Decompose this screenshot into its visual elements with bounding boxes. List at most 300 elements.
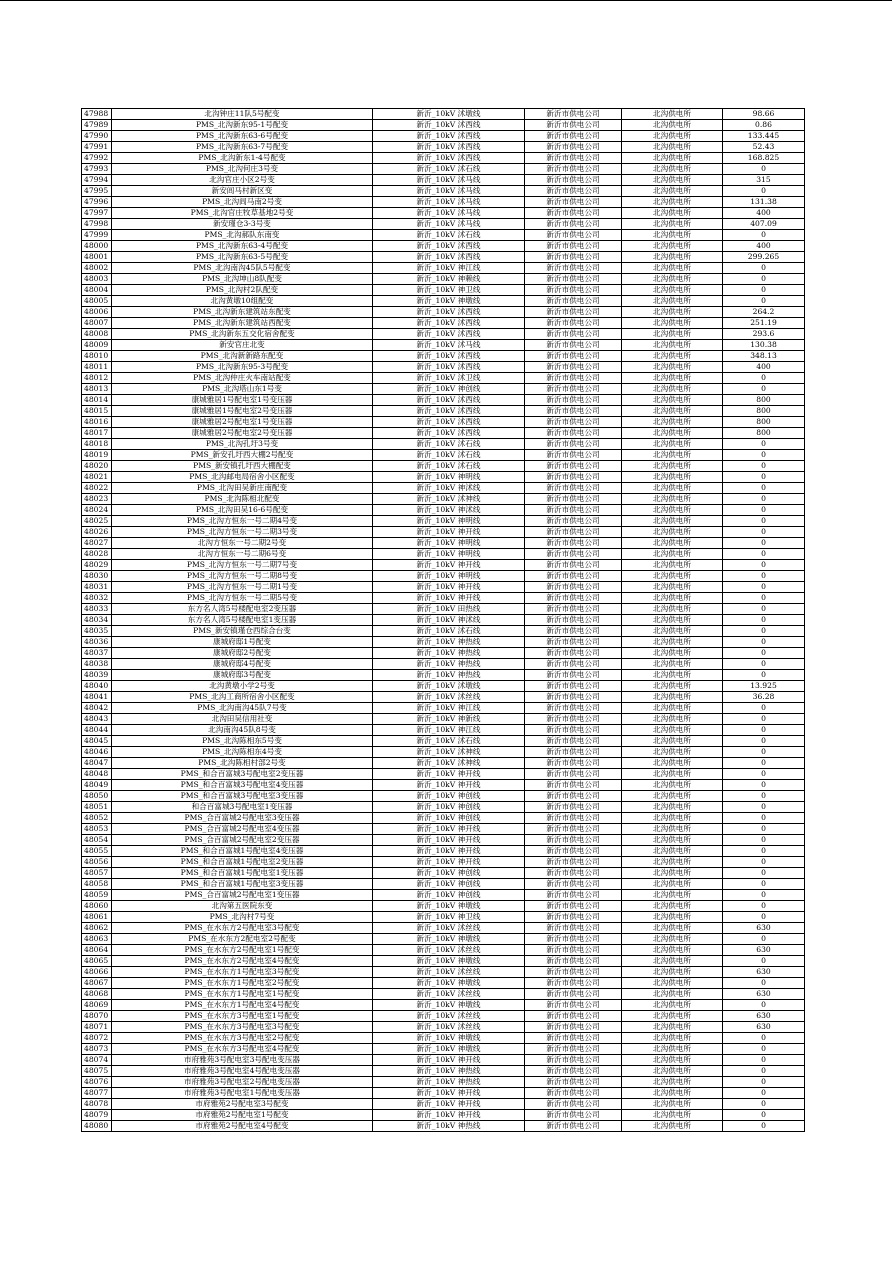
- row-number-cell: 48036: [82, 637, 112, 648]
- transformer-name-cell: 北沟方恒东一号二期2号变: [112, 538, 373, 549]
- row-number-cell: 47995: [82, 186, 112, 197]
- row-number-cell: 47997: [82, 208, 112, 219]
- transformer-name-cell: PMS_在水东方2号配电室1号配变: [112, 945, 373, 956]
- capacity-cell: 0: [723, 296, 805, 307]
- capacity-cell: 0: [723, 846, 805, 857]
- capacity-cell: 0: [723, 802, 805, 813]
- feeder-line-cell: 新沂_10kV 神开线: [373, 780, 525, 791]
- table-row: [82, 1022, 805, 1033]
- feeder-line-cell: 新沂_10kV 沭西线: [373, 307, 525, 318]
- station-cell: 北沟供电所: [622, 604, 723, 615]
- company-cell: 新沂市供电公司: [525, 516, 622, 527]
- row-number-cell: 48040: [82, 681, 112, 692]
- row-number-cell: 48061: [82, 912, 112, 923]
- company-cell: 新沂市供电公司: [525, 483, 622, 494]
- station-cell: 北沟供电所: [622, 989, 723, 1000]
- transformer-name-cell: 新安官庄北变: [112, 340, 373, 351]
- company-cell: 新沂市供电公司: [525, 208, 622, 219]
- feeder-line-cell: 新沂_10kV 神开线: [373, 769, 525, 780]
- feeder-line-cell: 新沂_10kV 神创线: [373, 813, 525, 824]
- company-cell: 新沂市供电公司: [525, 153, 622, 164]
- transformer-name-cell: PMS_合百富城2号配电室2变压器: [112, 835, 373, 846]
- table-row: [82, 956, 805, 967]
- transformer-name-cell: PMS_北沟村2队配变: [112, 285, 373, 296]
- company-cell: 新沂市供电公司: [525, 824, 622, 835]
- table-row: [82, 318, 805, 329]
- capacity-cell: 0: [723, 912, 805, 923]
- feeder-line-cell: 新沂_10kV 神开线: [373, 1088, 525, 1099]
- table-row: [82, 780, 805, 791]
- table-row: [82, 912, 805, 923]
- row-number-cell: 47991: [82, 142, 112, 153]
- row-number-cell: 48072: [82, 1033, 112, 1044]
- table-row: [82, 1011, 805, 1022]
- station-cell: 北沟供电所: [622, 307, 723, 318]
- company-cell: 新沂市供电公司: [525, 175, 622, 186]
- table-row: [82, 1077, 805, 1088]
- feeder-line-cell: 新沂_10kV 神江线: [373, 703, 525, 714]
- table-row: [82, 857, 805, 868]
- table-row: [82, 395, 805, 406]
- capacity-cell: 0: [723, 483, 805, 494]
- transformer-name-cell: PMS_北沟工商所宿舍小区配变: [112, 692, 373, 703]
- station-cell: 北沟供电所: [622, 593, 723, 604]
- transformer-name-cell: PMS_新安镇瑾仓西综合台变: [112, 626, 373, 637]
- row-number-cell: 48064: [82, 945, 112, 956]
- table-row: [82, 406, 805, 417]
- feeder-line-cell: 新沂_10kV 神墩线: [373, 1033, 525, 1044]
- row-number-cell: 48046: [82, 747, 112, 758]
- transformer-name-cell: 新安闾马村新区变: [112, 186, 373, 197]
- row-number-cell: 48011: [82, 362, 112, 373]
- table-row: [82, 230, 805, 241]
- row-number-cell: 48039: [82, 670, 112, 681]
- station-cell: 北沟供电所: [622, 373, 723, 384]
- transformer-name-cell: PMS_北沟南沟45队7号变: [112, 703, 373, 714]
- transformer-name-cell: PMS_北沟新东1-4号配变: [112, 153, 373, 164]
- row-number-cell: 48008: [82, 329, 112, 340]
- company-cell: 新沂市供电公司: [525, 472, 622, 483]
- transformer-name-cell: PMS_在水东方1号配电室2号配变: [112, 978, 373, 989]
- company-cell: 新沂市供电公司: [525, 780, 622, 791]
- station-cell: 北沟供电所: [622, 670, 723, 681]
- feeder-line-cell: 新沂_10kV 神开线: [373, 1055, 525, 1066]
- table-row: [82, 549, 805, 560]
- capacity-cell: 400: [723, 362, 805, 373]
- station-cell: 北沟供电所: [622, 868, 723, 879]
- feeder-line-cell: 新沂_10kV 沭卫线: [373, 373, 525, 384]
- row-number-cell: 48032: [82, 593, 112, 604]
- feeder-line-cell: 新沂_10kV 神赖线: [373, 274, 525, 285]
- table-row: [82, 351, 805, 362]
- station-cell: 北沟供电所: [622, 912, 723, 923]
- company-cell: 新沂市供电公司: [525, 670, 622, 681]
- station-cell: 北沟供电所: [622, 109, 723, 120]
- transformer-name-cell: 康城雅居1号配电室2号变压器: [112, 406, 373, 417]
- transformer-name-cell: 北沟第五医院东变: [112, 901, 373, 912]
- capacity-cell: 168.825: [723, 153, 805, 164]
- transformer-table: [81, 108, 805, 1132]
- capacity-cell: 133.445: [723, 131, 805, 142]
- table-row: [82, 362, 805, 373]
- station-cell: 北沟供电所: [622, 967, 723, 978]
- table-row: [82, 186, 805, 197]
- transformer-name-cell: 北沟黄墩10组配变: [112, 296, 373, 307]
- transformer-name-cell: PMS_北沟南沟45队5号配变: [112, 263, 373, 274]
- feeder-line-cell: 新沂_10kV 田热线: [373, 604, 525, 615]
- feeder-line-cell: 新沂_10kV 沭西线: [373, 417, 525, 428]
- table-row: [82, 285, 805, 296]
- table-row: [82, 593, 805, 604]
- row-number-cell: 48022: [82, 483, 112, 494]
- row-number-cell: 48052: [82, 813, 112, 824]
- station-cell: 北沟供电所: [622, 175, 723, 186]
- capacity-cell: 0: [723, 747, 805, 758]
- row-number-cell: 48065: [82, 956, 112, 967]
- company-cell: 新沂市供电公司: [525, 1022, 622, 1033]
- table-row: [82, 681, 805, 692]
- transformer-name-cell: PMS_和合百富城3号配电室2变压器: [112, 769, 373, 780]
- row-number-cell: 48042: [82, 703, 112, 714]
- row-number-cell: 48024: [82, 505, 112, 516]
- table-row: [82, 945, 805, 956]
- transformer-name-cell: PMS_在水东方1号配电室3号配变: [112, 967, 373, 978]
- station-cell: 北沟供电所: [622, 747, 723, 758]
- station-cell: 北沟供电所: [622, 1077, 723, 1088]
- table-row: [82, 373, 805, 384]
- station-cell: 北沟供电所: [622, 483, 723, 494]
- station-cell: 北沟供电所: [622, 1022, 723, 1033]
- table-row: [82, 131, 805, 142]
- station-cell: 北沟供电所: [622, 538, 723, 549]
- transformer-name-cell: PMS_新安镇孔圩西大棚配变: [112, 461, 373, 472]
- transformer-name-cell: 康城府邸4号配变: [112, 659, 373, 670]
- table-row: [82, 714, 805, 725]
- transformer-name-cell: PMS_合百富城2号配电室3变压器: [112, 813, 373, 824]
- feeder-line-cell: 新沂_10kV 神热线: [373, 648, 525, 659]
- capacity-cell: 264.2: [723, 307, 805, 318]
- transformer-name-cell: 北沟钟庄11队5号配变: [112, 109, 373, 120]
- feeder-line-cell: 新沂_10kV 沭墩线: [373, 681, 525, 692]
- company-cell: 新沂市供电公司: [525, 549, 622, 560]
- capacity-cell: 400: [723, 241, 805, 252]
- capacity-cell: 131.38: [723, 197, 805, 208]
- capacity-cell: 0: [723, 857, 805, 868]
- row-number-cell: 48007: [82, 318, 112, 329]
- feeder-line-cell: 新沂_10kV 沭墩线: [373, 109, 525, 120]
- row-number-cell: 48053: [82, 824, 112, 835]
- station-cell: 北沟供电所: [622, 560, 723, 571]
- row-number-cell: 47990: [82, 131, 112, 142]
- transformer-name-cell: PMS_和合百富城1号配电室2变压器: [112, 857, 373, 868]
- company-cell: 新沂市供电公司: [525, 439, 622, 450]
- table-row: [82, 934, 805, 945]
- station-cell: 北沟供电所: [622, 340, 723, 351]
- station-cell: 北沟供电所: [622, 780, 723, 791]
- company-cell: 新沂市供电公司: [525, 912, 622, 923]
- table-row: [82, 736, 805, 747]
- capacity-cell: 0.86: [723, 120, 805, 131]
- table-row: [82, 164, 805, 175]
- station-cell: 北沟供电所: [622, 263, 723, 274]
- row-number-cell: 48048: [82, 769, 112, 780]
- feeder-line-cell: 新沂_10kV 神创线: [373, 791, 525, 802]
- table-row: [82, 109, 805, 120]
- transformer-name-cell: PMS_北沟方恒东一号二期8号变: [112, 571, 373, 582]
- table-row: [82, 461, 805, 472]
- capacity-cell: 630: [723, 945, 805, 956]
- row-number-cell: 48075: [82, 1066, 112, 1077]
- row-number-cell: 48078: [82, 1099, 112, 1110]
- table-row: [82, 769, 805, 780]
- station-cell: 北沟供电所: [622, 230, 723, 241]
- station-cell: 北沟供电所: [622, 615, 723, 626]
- table-row: [82, 252, 805, 263]
- table-row: [82, 219, 805, 230]
- company-cell: 新沂市供电公司: [525, 967, 622, 978]
- company-cell: 新沂市供电公司: [525, 813, 622, 824]
- station-cell: 北沟供电所: [622, 472, 723, 483]
- capacity-cell: 0: [723, 274, 805, 285]
- row-number-cell: 48054: [82, 835, 112, 846]
- feeder-line-cell: 新沂_10kV 神创线: [373, 384, 525, 395]
- table-row: [82, 560, 805, 571]
- station-cell: 北沟供电所: [622, 527, 723, 538]
- feeder-line-cell: 新沂_10kV 沭西线: [373, 153, 525, 164]
- feeder-line-cell: 新沂_10kV 神创线: [373, 879, 525, 890]
- capacity-cell: 0: [723, 890, 805, 901]
- table-row: [82, 791, 805, 802]
- feeder-line-cell: 新沂_10kV 沭丝线: [373, 989, 525, 1000]
- station-cell: 北沟供电所: [622, 1033, 723, 1044]
- table-row: [82, 758, 805, 769]
- capacity-cell: 0: [723, 186, 805, 197]
- company-cell: 新沂市供电公司: [525, 626, 622, 637]
- transformer-name-cell: PMS_北沟新东95-3号配变: [112, 362, 373, 373]
- row-number-cell: 48012: [82, 373, 112, 384]
- company-cell: 新沂市供电公司: [525, 1055, 622, 1066]
- transformer-name-cell: PMS_北沟邮电局宿舍小区配变: [112, 472, 373, 483]
- transformer-name-cell: PMS_北沟方恒东一号二期4号变: [112, 516, 373, 527]
- station-cell: 北沟供电所: [622, 1000, 723, 1011]
- transformer-name-cell: PMS_北沟新东63-7号配变: [112, 142, 373, 153]
- station-cell: 北沟供电所: [622, 186, 723, 197]
- feeder-line-cell: 新沂_10kV 神墩线: [373, 1044, 525, 1055]
- row-number-cell: 48034: [82, 615, 112, 626]
- feeder-line-cell: 新沂_10kV 沭石线: [373, 439, 525, 450]
- station-cell: 北沟供电所: [622, 120, 723, 131]
- capacity-cell: 0: [723, 1044, 805, 1055]
- station-cell: 北沟供电所: [622, 241, 723, 252]
- station-cell: 北沟供电所: [622, 846, 723, 857]
- station-cell: 北沟供电所: [622, 219, 723, 230]
- row-number-cell: 48076: [82, 1077, 112, 1088]
- capacity-cell: 0: [723, 1066, 805, 1077]
- transformer-name-cell: PMS_北沟陈相村部2号变: [112, 758, 373, 769]
- table-row: [82, 670, 805, 681]
- feeder-line-cell: 新沂_10kV 神明线: [373, 538, 525, 549]
- station-cell: 北沟供电所: [622, 417, 723, 428]
- transformer-name-cell: 北沟方恒东一号二期6号变: [112, 549, 373, 560]
- company-cell: 新沂市供电公司: [525, 329, 622, 340]
- station-cell: 北沟供电所: [622, 956, 723, 967]
- capacity-cell: 630: [723, 967, 805, 978]
- transformer-name-cell: PMS_在水东方3号配电室3号配变: [112, 1022, 373, 1033]
- transformer-name-cell: 市府雅苑3号配电室1号配电变压器: [112, 1088, 373, 1099]
- transformer-name-cell: PMS_北沟方恒东一号二期5号变: [112, 593, 373, 604]
- feeder-line-cell: 新沂_10kV 神创线: [373, 802, 525, 813]
- capacity-cell: 0: [723, 956, 805, 967]
- row-number-cell: 48023: [82, 494, 112, 505]
- station-cell: 北沟供电所: [622, 1088, 723, 1099]
- capacity-cell: 0: [723, 494, 805, 505]
- row-number-cell: 48060: [82, 901, 112, 912]
- station-cell: 北沟供电所: [622, 725, 723, 736]
- feeder-line-cell: 新沂_10kV 沭丝线: [373, 1011, 525, 1022]
- table-row: [82, 329, 805, 340]
- row-number-cell: 47988: [82, 109, 112, 120]
- transformer-name-cell: 市府雅苑2号配电室3号配变: [112, 1099, 373, 1110]
- transformer-name-cell: PMS_在水东方2号配电室4号配变: [112, 956, 373, 967]
- row-number-cell: 47993: [82, 164, 112, 175]
- table-row: [82, 1055, 805, 1066]
- feeder-line-cell: 新沂_10kV 沭西线: [373, 120, 525, 131]
- transformer-name-cell: 康城雅居2号配电室1号变压器: [112, 417, 373, 428]
- company-cell: 新沂市供电公司: [525, 890, 622, 901]
- row-number-cell: 48027: [82, 538, 112, 549]
- transformer-name-cell: PMS_合百富城2号配电室1变压器: [112, 890, 373, 901]
- row-number-cell: 48044: [82, 725, 112, 736]
- row-number-cell: 48070: [82, 1011, 112, 1022]
- company-cell: 新沂市供电公司: [525, 758, 622, 769]
- capacity-cell: 0: [723, 263, 805, 274]
- station-cell: 北沟供电所: [622, 945, 723, 956]
- table-row: [82, 824, 805, 835]
- table-row: [82, 241, 805, 252]
- table-row: [82, 901, 805, 912]
- feeder-line-cell: 新沂_10kV 神开线: [373, 835, 525, 846]
- row-number-cell: 48014: [82, 395, 112, 406]
- capacity-cell: 630: [723, 923, 805, 934]
- capacity-cell: 52.43: [723, 142, 805, 153]
- transformer-name-cell: PMS_北沟孔圩3号变: [112, 439, 373, 450]
- feeder-line-cell: 新沂_10kV 神热线: [373, 1066, 525, 1077]
- transformer-name-cell: PMS_在水东方2配电室2号配变: [112, 934, 373, 945]
- feeder-line-cell: 新沂_10kV 神墩线: [373, 1000, 525, 1011]
- table-row: [82, 692, 805, 703]
- feeder-line-cell: 新沂_10kV 神开线: [373, 593, 525, 604]
- capacity-cell: 0: [723, 1121, 805, 1132]
- capacity-cell: 0: [723, 648, 805, 659]
- feeder-line-cell: 新沂_10kV 沭丝线: [373, 923, 525, 934]
- feeder-line-cell: 新沂_10kV 神热线: [373, 1121, 525, 1132]
- company-cell: 新沂市供电公司: [525, 186, 622, 197]
- feeder-line-cell: 新沂_10kV 沭石线: [373, 461, 525, 472]
- company-cell: 新沂市供电公司: [525, 791, 622, 802]
- feeder-line-cell: 新沂_10kV 沭西线: [373, 428, 525, 439]
- row-number-cell: 48033: [82, 604, 112, 615]
- transformer-name-cell: 北沟南沟45队8号变: [112, 725, 373, 736]
- feeder-line-cell: 新沂_10kV 沭石线: [373, 164, 525, 175]
- company-cell: 新沂市供电公司: [525, 1077, 622, 1088]
- company-cell: 新沂市供电公司: [525, 505, 622, 516]
- capacity-cell: 0: [723, 1055, 805, 1066]
- station-cell: 北沟供电所: [622, 890, 723, 901]
- feeder-line-cell: 新沂_10kV 沭西线: [373, 241, 525, 252]
- table-row: [82, 153, 805, 164]
- transformer-name-cell: PMS_北沟新东63-4号配变: [112, 241, 373, 252]
- table-row: [82, 1110, 805, 1121]
- company-cell: 新沂市供电公司: [525, 395, 622, 406]
- transformer-name-cell: PMS_在水东方3号配电室1号配变: [112, 1011, 373, 1022]
- capacity-cell: 0: [723, 736, 805, 747]
- company-cell: 新沂市供电公司: [525, 923, 622, 934]
- transformer-name-cell: PMS_北沟仲庄火车南站配变: [112, 373, 373, 384]
- company-cell: 新沂市供电公司: [525, 769, 622, 780]
- transformer-name-cell: PMS_北沟新东建筑站东配变: [112, 307, 373, 318]
- capacity-cell: 0: [723, 1099, 805, 1110]
- feeder-line-cell: 新沂_10kV 神热线: [373, 1077, 525, 1088]
- company-cell: 新沂市供电公司: [525, 681, 622, 692]
- feeder-line-cell: 新沂_10kV 神创线: [373, 868, 525, 879]
- feeder-line-cell: 新沂_10kV 沭西线: [373, 406, 525, 417]
- station-cell: 北沟供电所: [622, 439, 723, 450]
- feeder-line-cell: 新沂_10kV 神沭线: [373, 615, 525, 626]
- feeder-line-cell: 新沂_10kV 神开线: [373, 560, 525, 571]
- station-cell: 北沟供电所: [622, 1044, 723, 1055]
- row-number-cell: 48009: [82, 340, 112, 351]
- capacity-cell: 407.09: [723, 219, 805, 230]
- table-row: [82, 626, 805, 637]
- station-cell: 北沟供电所: [622, 450, 723, 461]
- table-row: [82, 274, 805, 285]
- table-row: [82, 384, 805, 395]
- transformer-name-cell: PMS_北沟陈相东5号变: [112, 736, 373, 747]
- table-row: [82, 747, 805, 758]
- table-row: [82, 582, 805, 593]
- row-number-cell: 48002: [82, 263, 112, 274]
- capacity-cell: 0: [723, 1033, 805, 1044]
- capacity-cell: 0: [723, 659, 805, 670]
- company-cell: 新沂市供电公司: [525, 901, 622, 912]
- row-number-cell: 48074: [82, 1055, 112, 1066]
- table-row: [82, 725, 805, 736]
- station-cell: 北沟供电所: [622, 835, 723, 846]
- table-row: [82, 516, 805, 527]
- capacity-cell: 0: [723, 164, 805, 175]
- company-cell: 新沂市供电公司: [525, 835, 622, 846]
- company-cell: 新沂市供电公司: [525, 142, 622, 153]
- row-number-cell: 48018: [82, 439, 112, 450]
- row-number-cell: 48035: [82, 626, 112, 637]
- station-cell: 北沟供电所: [622, 703, 723, 714]
- transformer-name-cell: 北沟官庄小区2号变: [112, 175, 373, 186]
- transformer-name-cell: 市府雅苑2号配电室4号配变: [112, 1121, 373, 1132]
- feeder-line-cell: 新沂_10kV 神墩线: [373, 934, 525, 945]
- company-cell: 新沂市供电公司: [525, 120, 622, 131]
- capacity-cell: 0: [723, 472, 805, 483]
- company-cell: 新沂市供电公司: [525, 868, 622, 879]
- transformer-name-cell: PMS_北沟新东建筑站西配变: [112, 318, 373, 329]
- table-row: [82, 571, 805, 582]
- page-top-border: [0, 0, 892, 1]
- row-number-cell: 48063: [82, 934, 112, 945]
- feeder-line-cell: 新沂_10kV 神明线: [373, 472, 525, 483]
- company-cell: 新沂市供电公司: [525, 846, 622, 857]
- capacity-cell: 0: [723, 901, 805, 912]
- transformer-name-cell: PMS_北沟新东五交化宿舍配变: [112, 329, 373, 340]
- table-row: [82, 538, 805, 549]
